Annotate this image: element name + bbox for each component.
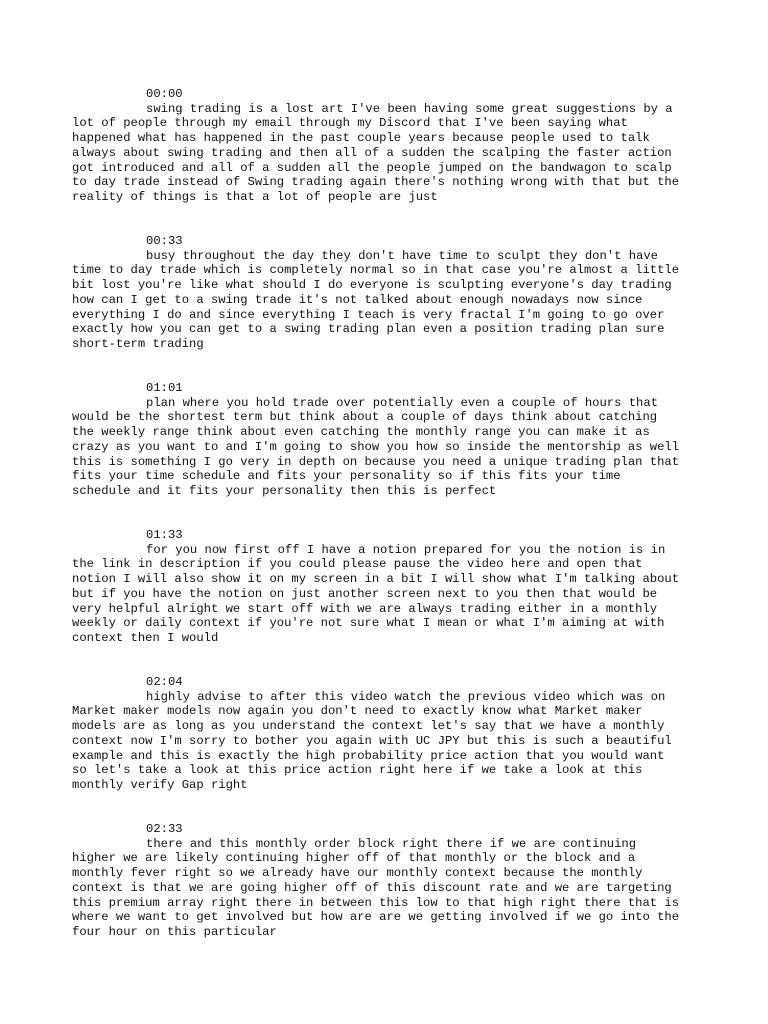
segment-line: weekly or daily context if you're not sure what I mean or what I'm aiming at with [72, 616, 665, 631]
segment-timestamp: 02:33 [146, 822, 183, 836]
segment-line: example and this is exactly the high probability price action that you would want [72, 748, 665, 763]
segment-line: exactly how you can get to a swing trading plan even a position trading plan sure [72, 322, 665, 337]
segment-line: for you now first off I have a notion prepared for you the notion is in [146, 542, 666, 557]
segment-line: crazy as you want to and I'm going to show you how so inside the mentorship as well [72, 439, 680, 454]
segment-line: how can I get to a swing trade it's not talked about enough nowadays now since [72, 292, 643, 307]
segment-timestamp: 01:01 [146, 381, 183, 395]
segment-line: monthly fever right so we already have our monthly context because the monthly [72, 866, 643, 881]
transcript-segment [72, 528, 712, 646]
segment-line: busy throughout the day they don't have time to sculpt they don't have [146, 248, 658, 263]
segment-line: context is that we are going higher off of this discount rate and we are targeting [72, 880, 672, 895]
segment-line: reality of things is that a lot of people are just [72, 189, 438, 204]
segment-line: Market maker models now again you don't need to exactly know what Market maker [72, 704, 643, 719]
segment-line: short-term trading [72, 336, 204, 351]
segment-line: monthly verify Gap right [72, 777, 248, 792]
segment-line: the weekly range think about even catching the monthly range you can make it as [72, 425, 650, 440]
segment-line: always about swing trading and then all of a sudden the scalping the faster action [72, 145, 672, 160]
segment-line: got introduced and all of a sudden all the people jumped on the bandwagon to scalp [72, 160, 672, 175]
segment-timestamp: 01:33 [146, 528, 183, 542]
segment-line: everything I do and since everything I teach is very fractal I'm going to go over [72, 307, 665, 322]
segment-line: context now I'm sorry to bother you again with UC JPY but this is such a beautiful [72, 733, 672, 748]
segment-line: time to day trade which is completely normal so in that case you're almost a little [72, 263, 680, 278]
segment-line: but if you have the notion on just another screen next to you then that would be [72, 586, 658, 601]
segment-line: very helpful alright we start off with we are always trading either in a monthly [72, 601, 658, 616]
segment-line: higher we are likely continuing higher off of that monthly or the block and a [72, 851, 636, 866]
segment-line: to day trade instead of Swing trading again there's nothing wrong with that but the [72, 175, 680, 190]
segment-line: would be the shortest term but think about a couple of days think about catching [72, 410, 658, 425]
transcript-segment [72, 675, 712, 793]
segment-line: this is something I go very in depth on because you need a unique trading plan that [72, 454, 680, 469]
segment-line: plan where you hold trade over potentially even a couple of hours that [146, 395, 658, 410]
segment-line: so let's take a look at this price action right here if we take a look at this [72, 763, 643, 778]
segment-timestamp: 00:00 [146, 87, 183, 101]
segment-line: models are as long as you understand the context let's say that we have a monthly [72, 719, 665, 734]
segment-line: the link in description if you could please pause the video here and open that [72, 557, 643, 572]
segment-line: happened what has happened in the past couple years because people used to talk [72, 131, 650, 146]
transcript-segment [72, 234, 712, 352]
segment-line: highly advise to after this video watch the previous video which was on [146, 689, 666, 704]
transcript-segment [72, 822, 712, 940]
segment-line: schedule and it fits your personality then this is perfect [72, 483, 497, 498]
transcript-segment [72, 381, 712, 499]
segment-line: notion I will also show it on my screen in a bit I will show what I'm talking about [72, 572, 680, 587]
segment-line: bit lost you're like what should I do everyone is sculpting everyone's day trading [72, 278, 672, 293]
segment-timestamp: 00:33 [146, 234, 183, 248]
segment-line: this premium array right there in between this low to that high right there that is [72, 895, 680, 910]
segment-line: four hour on this particular [72, 924, 277, 939]
segment-line: where we want to get involved but how are are we getting involved if we go into the [72, 910, 680, 925]
segment-line: context then I would [72, 630, 219, 645]
segment-line: there and this monthly order block right there if we are continuing [146, 836, 637, 851]
segment-line: lot of people through my email through my Discord that I've been saying what [72, 116, 628, 131]
segment-line: fits your time schedule and fits your personality so if this fits your time [72, 469, 621, 484]
segment-line: swing trading is a lost art I've been having some great suggestions by a [146, 101, 673, 116]
segment-timestamp: 02:04 [146, 675, 183, 689]
transcript-segment [72, 87, 712, 205]
